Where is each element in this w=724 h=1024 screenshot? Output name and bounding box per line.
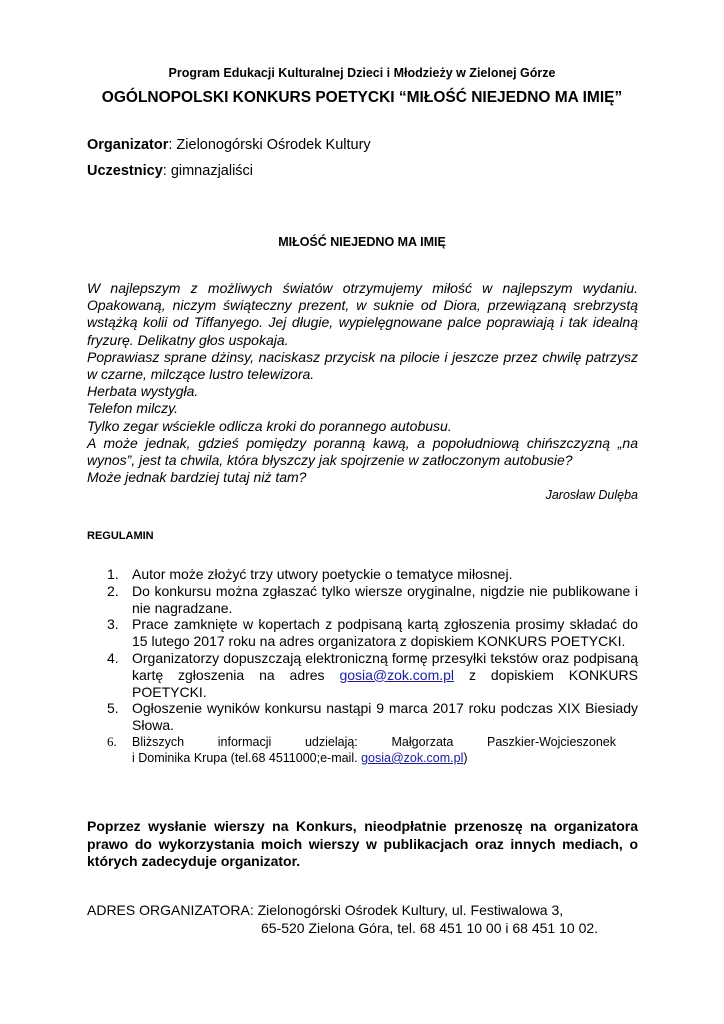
poem-paragraph: Może jednak bardziej tutaj niż tam?: [87, 469, 307, 486]
poem-title: MIŁOŚĆ NIEJEDNO MA IMIĘ: [278, 235, 446, 249]
item-number: 4.: [107, 649, 119, 666]
regulations-heading: REGULAMIN: [87, 530, 154, 542]
contact-line: [132, 734, 638, 750]
item-number: 3.: [107, 616, 119, 633]
list-item: [87, 616, 638, 650]
email-link[interactable]: gosia@zok.com.pl: [339, 666, 455, 683]
item-text: Autor może złożyć trzy utwory poetyckie o tematyce miłosnej.: [132, 566, 513, 582]
regulations-list: [87, 566, 638, 766]
participants-line: [87, 163, 253, 179]
organizer-label: Organizator: [87, 137, 169, 153]
word: Małgorzata: [391, 734, 454, 749]
item-text: ): [463, 750, 468, 765]
poem-paragraph: W najlepszym z możliwych światów otrzymujemy miłość w najlepszym wydaniu. Opakowaną, niczym świąteczny prezent, w suknie od Diora, przewiązaną srebrzystą wstążką kolii od Tiffanyego. Jej długie, wypielęgnowane palce poprawiają i tak idealną fryzurę. Delikatny głos uspokaja.: [87, 280, 638, 348]
poem-author: Jarosław Dulęba: [545, 488, 638, 503]
address-line-2: 65-520 Zielona Góra, tel. 68 451 10 00 i 68 451 10 02.: [261, 919, 599, 936]
program-header: Program Edukacji Kulturalnej Dzieci i Młodzieży w Zielonej Górze: [168, 66, 556, 80]
poem-paragraph: Poprawiasz sprane dżinsy, naciskasz przycisk na pilocie i jeszcze przez chwilę patrzysz w czarne, milczące lustro telewizora.: [87, 348, 638, 383]
word: udzielają:: [304, 734, 358, 749]
item-number: 2.: [107, 582, 119, 599]
item-text: Prace zamknięte w kopertach z podpisaną kartą zgłoszenia prosimy składać do 15 lutego 2017 roku na adres organizatora z dopiskiem KONKURS POETYCKI.: [132, 616, 638, 650]
item-text: z dopiskiem KONKURS POETYCKI.: [132, 666, 638, 700]
contest-title: OGÓLNOPOLSKI KONKURS POETYCKI “MIŁOŚĆ NIEJEDNO MA IMIĘ”: [101, 89, 623, 106]
item-text: i Dominika Krupa (tel.68 4511000;e-mail.: [132, 750, 362, 765]
poem-paragraph: Herbata wystygła.: [87, 383, 199, 400]
list-item: [87, 734, 638, 766]
email-link[interactable]: gosia@zok.com.pl: [361, 750, 464, 765]
poem-paragraph: Telefon milczy.: [87, 400, 179, 417]
copyright-note: Poprzez wysłanie wierszy na Konkurs, nieodpłatnie przenoszę na organizatora prawo do wykorzystania moich wierszy w publikacjach oraz innych mediach, o których zadecyduje organizator.: [87, 818, 638, 869]
contact-line-2: [132, 750, 638, 766]
item-number: 1.: [107, 566, 119, 582]
word: Bliższych: [132, 734, 185, 749]
organizer-address: [87, 902, 647, 937]
organizer-line: [87, 137, 371, 153]
word: informacji: [217, 734, 272, 749]
item-text: Do konkursu można zgłaszać tylko wiersze oryginalne, nigdzie nie publikowane i nie nagradzane.: [132, 582, 638, 616]
organizer-value: : Zielonogórski Ośrodek Kultury: [168, 137, 371, 153]
item-number: 6.: [107, 733, 117, 749]
participants-label: Uczestnicy: [87, 163, 163, 179]
participants-value: : gimnazjaliści: [162, 163, 254, 179]
word: Paszkier-Wojcieszonek: [487, 734, 616, 749]
list-item: [87, 583, 638, 617]
item-number: 5.: [107, 700, 119, 717]
list-item: [87, 700, 638, 734]
list-item: [87, 650, 638, 700]
poem-paragraph: A może jednak, gdzieś pomiędzy poranną kawą, a popołudniową chińszczyzną „na wynos”, jest ta chwila, która błyszczy jak spojrzenie w zatłoczonym autobusie?: [87, 434, 638, 469]
poem-body: [87, 280, 638, 505]
item-text: Organizatorzy dopuszczają elektroniczną formę przesyłki tekstów oraz podpisaną kartę zgłoszenia na adres: [132, 649, 638, 683]
address-line-1: ADRES ORGANIZATORA: Zielonogórski Ośrodek Kultury, ul. Festiwalowa 3,: [87, 902, 564, 918]
list-item: [87, 566, 638, 583]
item-text: Ogłoszenie wyników konkursu nastąpi 9 marca 2017 roku podczas XIX Biesiady Słowa.: [132, 700, 638, 734]
poem-paragraph: Tylko zegar wściekle odlicza kroki do porannego autobusu.: [87, 417, 452, 434]
